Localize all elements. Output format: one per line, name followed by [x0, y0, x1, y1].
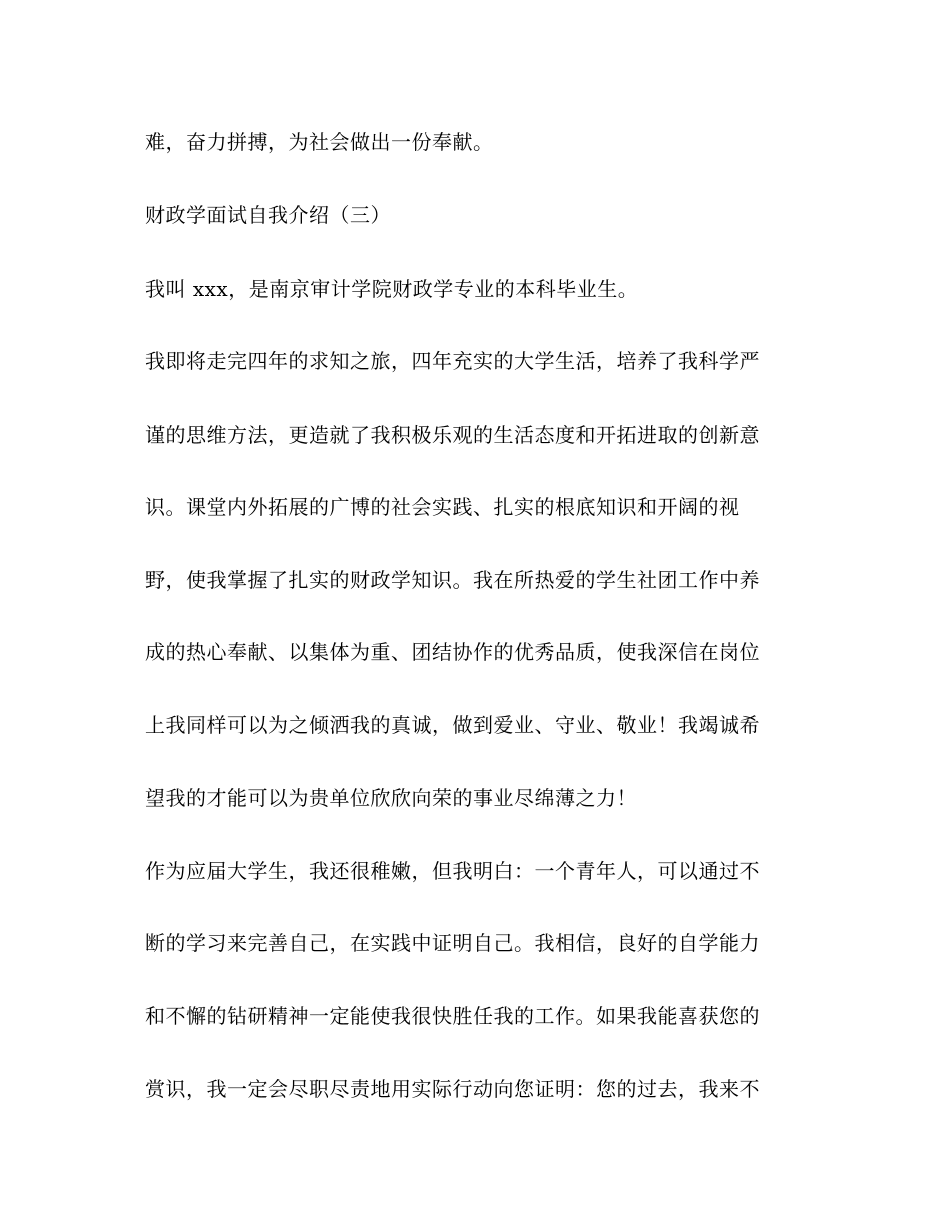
text-line-11: 作为应届大学生，我还很稚嫩，但我明白：一个青年人，可以通过不 — [145, 859, 760, 883]
text-line-12: 断的学习来完善自己，在实践中证明自己。我相信，良好的自学能力 — [145, 931, 760, 955]
text-line-8: 成的热心奉献、以集体为重、团结协作的优秀品质，使我深信在岗位 — [145, 640, 760, 664]
text-line-10: 望我的才能可以为贵单位欣欣向荣的事业尽绵薄之力！ — [145, 786, 637, 810]
text-line-3: 我叫 xxx，是南京审计学院财政学专业的本科毕业生。 — [145, 277, 639, 301]
section-heading: 财政学面试自我介绍（三） — [145, 203, 391, 227]
text-line-6: 识。课堂内外拓展的广博的社会实践、扎实的根底知识和开阔的视 — [145, 495, 740, 519]
text-line-13: 和不懈的钻研精神一定能使我很快胜任我的工作。如果我能喜获您的 — [145, 1004, 760, 1028]
text-line-14: 赏识，我一定会尽职尽责地用实际行动向您证明：您的过去，我来不 — [145, 1077, 760, 1101]
text-line-1: 难，奋力拼搏，为社会做出一份奉献。 — [145, 130, 494, 154]
text-line-5: 谨的思维方法，更造就了我积极乐观的生活态度和开拓进取的创新意 — [145, 423, 760, 447]
text-line-9: 上我同样可以为之倾洒我的真诚，做到爱业、守业、敬业！我竭诚希 — [145, 713, 760, 737]
text-line-7: 野，使我掌握了扎实的财政学知识。我在所热爱的学生社团工作中养 — [145, 568, 760, 592]
text-line-4: 我即将走完四年的求知之旅，四年充实的大学生活，培养了我科学严 — [145, 349, 760, 373]
